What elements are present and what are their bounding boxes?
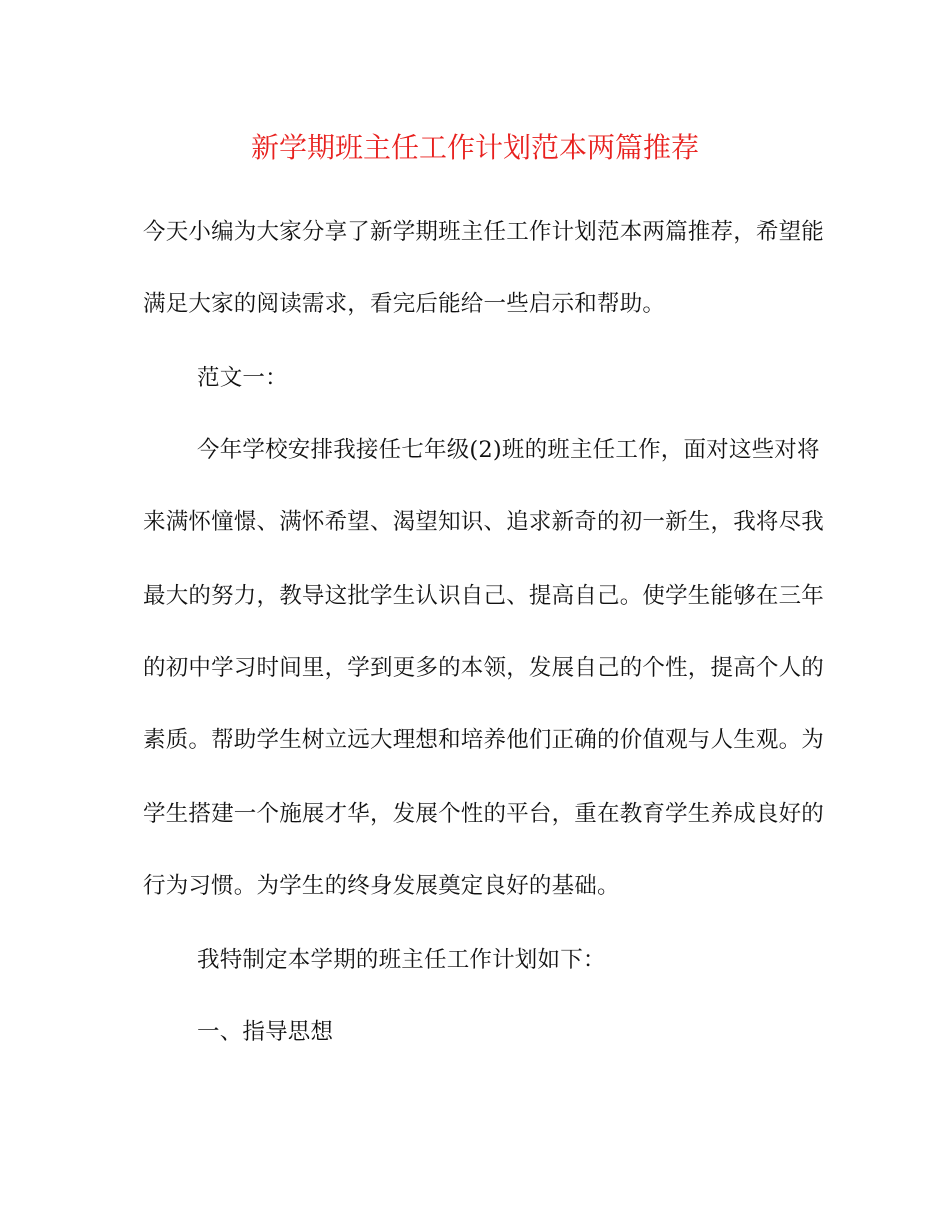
paragraph-line: 今天小编为大家分享了新学期班主任工作计划范本两篇推荐，希望能 bbox=[143, 219, 825, 245]
document-title: 新学期班主任工作计划范本两篇推荐 bbox=[250, 131, 699, 164]
paragraph-line: 来满怀憧憬、满怀希望、渴望知识、追求新奇的初一新生，我将尽我 bbox=[143, 509, 825, 535]
paragraph-line: 素质。帮助学生树立远大理想和培养他们正确的价值观与人生观。为 bbox=[143, 727, 825, 753]
paragraph-line: 最大的努力，教导这批学生认识自己、提高自己。使学生能够在三年 bbox=[143, 583, 825, 609]
paragraph-line: 学生搭建一个施展才华，发展个性的平台，重在教育学生养成良好的 bbox=[143, 801, 825, 827]
paragraph-line: 我特制定本学期的班主任工作计划如下： bbox=[197, 947, 606, 973]
paragraph-line: 的初中学习时间里，学到更多的本领，发展自己的个性，提高个人的 bbox=[143, 655, 825, 681]
section-heading: 一、指导思想 bbox=[197, 1019, 334, 1045]
paragraph-line: 今年学校安排我接任七年级(2)班的班主任工作，面对这些对将 bbox=[197, 437, 820, 463]
paragraph-line: 行为习惯。为学生的终身发展奠定良好的基础。 bbox=[143, 873, 620, 899]
paragraph-line: 满足大家的阅读需求，看完后能给一些启示和帮助。 bbox=[143, 291, 666, 317]
section-label: 范文一： bbox=[197, 365, 288, 391]
